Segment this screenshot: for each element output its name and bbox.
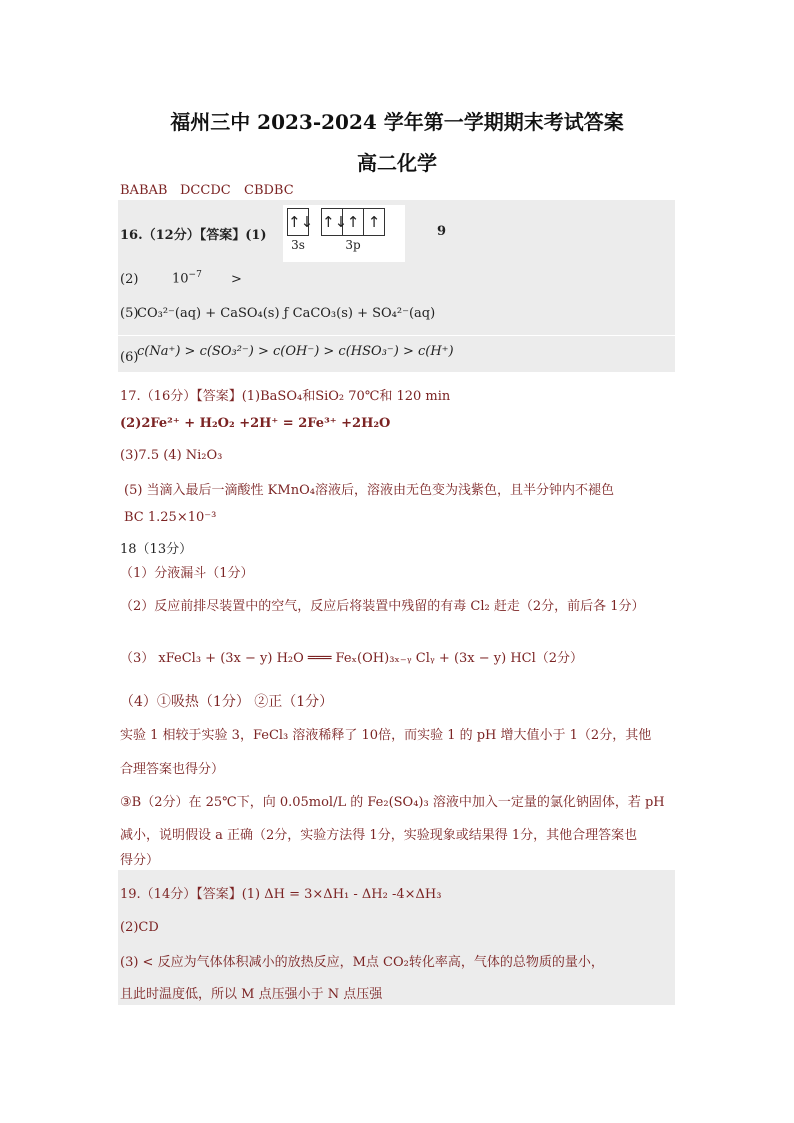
q19-line-3: (3) < 反应为气体体积减小的放热反应，M点 CO₂转化率高，气体的总物质的量小，	[120, 955, 604, 970]
orbital-3s-label: 3s	[291, 238, 305, 252]
q16-p5-equation: CO₃²⁻(aq) + CaSO₄(s) ƒ CaCO₃(s) + SO₄²⁻(aq)	[137, 306, 436, 321]
q16-count: 9	[437, 224, 447, 239]
q18-p6-line-3: 得分）	[120, 853, 160, 868]
q16-p2-compare: >	[231, 272, 242, 287]
q18-p3: （3） xFeCl₃ + (3x − y) H₂O ═══ Feₓ(OH)₃ₓ₋ᵧ Clᵧ + (3x − y) HCl（2分）	[120, 651, 584, 666]
q16-p6-label: (6)	[120, 350, 139, 365]
q18-p4: （4）①吸热（1分） ②正（1分）	[120, 694, 334, 710]
q16-p5-label: (5)	[120, 306, 139, 321]
orbital-3p-arrows-1: ↑↓	[322, 213, 348, 231]
orbital-3p-label: 3p	[345, 238, 361, 252]
q16-p2-label: (2)	[120, 272, 139, 287]
page-title: 福州三中 2023-2024 学年第一学期期末考试答案	[170, 110, 624, 134]
orbital-3p-arrows-2: ↑	[346, 213, 360, 231]
orbital-3p-arrows-3: ↑	[367, 213, 381, 231]
q18-p6-line-1: ③B（2分）在 25℃下，向 0.05mol/L 的 Fe₂(SO₄)₃ 溶液中加入一定量的氯化钠固体，若 pH	[120, 795, 665, 810]
orbital-3s-arrows: ↑↓	[288, 213, 314, 231]
q19-line-4: 且此时温度低，所以 M 点压强小于 N 点压强	[120, 987, 383, 1002]
q18-heading: 18（13分）	[120, 542, 193, 557]
q16-p2-value: $10^{-7}$	[172, 270, 202, 287]
choice-group-2: DCCDC	[180, 183, 231, 198]
q16-p6-expression: c(Na⁺) > c(SO₃²⁻) > c(OH⁻) > c(HSO₃⁻) > c(H⁺)	[137, 344, 454, 359]
q19-line-1: 19.（14分）【答案】(1) ΔH = 3×ΔH₁ - ΔH₂ -4×ΔH₃	[120, 887, 442, 902]
q17-line-3: (3)7.5 (4) Ni₂O₃	[120, 448, 223, 463]
q16-heading: 16.（12分）【答案】(1)	[120, 228, 267, 243]
q17-line-1: 17.（16分）【答案】(1)BaSO₄和SiO₂ 70℃和 120 min	[120, 389, 451, 404]
q18-p5-line-2: 合理答案也得分）	[120, 762, 225, 777]
q17-line-5: BC 1.25×10⁻³	[124, 510, 217, 525]
choice-group-1: BABAB	[120, 183, 168, 198]
q18-p2: （2）反应前排尽装置中的空气，反应后将装置中残留的有毒 Cl₂ 赶走（2分，前后各 1分）	[120, 599, 645, 614]
orbital-diagram	[283, 205, 405, 262]
q18-p5-line-1: 实验 1 相较于实验 3，FeCl₃ 溶液稀释了 10倍，而实验 1 的 pH 增大值小于 1（2分，其他	[120, 728, 652, 743]
q17-line-2: (2)2Fe²⁺ + H₂O₂ +2H⁺ = 2Fe³⁺ +2H₂O	[120, 416, 391, 431]
q18-p6-line-2: 减小，说明假设 a 正确（2分，实验方法得 1分，实验现象或结果得 1分，其他合理答案也	[120, 828, 638, 843]
q18-p1: （1）分液漏斗（1分）	[120, 566, 254, 581]
q19-line-2: (2)CD	[120, 920, 159, 935]
choice-group-3: CBDBC	[244, 183, 294, 198]
page-subtitle: 高二化学	[357, 151, 437, 175]
q17-line-4: (5) 当滴入最后一滴酸性 KMnO₄溶液后，溶液由无色变为浅紫色，且半分钟内不褪色	[124, 483, 614, 498]
